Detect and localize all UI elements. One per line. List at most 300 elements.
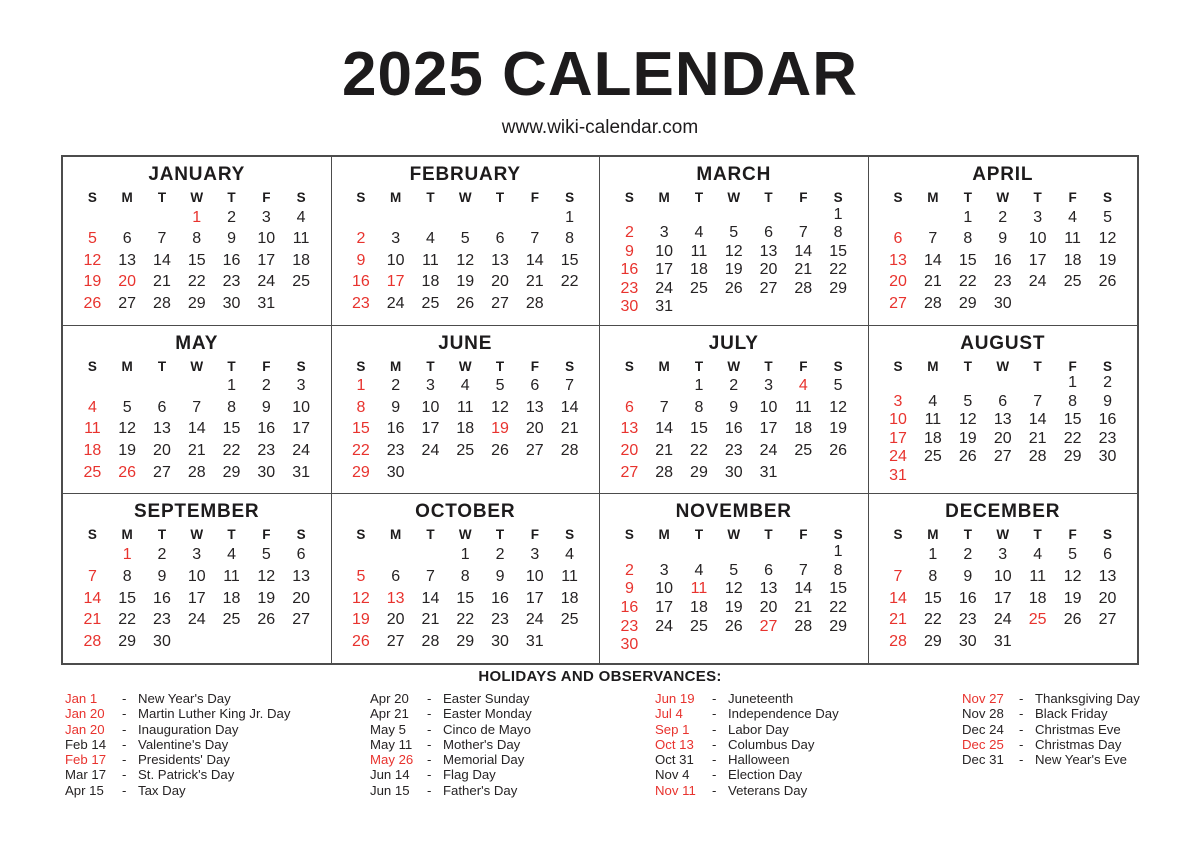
- day-cell: 5: [356, 567, 366, 585]
- week-row: [612, 243, 856, 261]
- holiday-date: Apr 20: [370, 691, 409, 706]
- holiday-dash: -: [1019, 721, 1024, 737]
- day-cell: 7: [1033, 392, 1043, 410]
- weekday-label: T: [495, 527, 505, 543]
- day-cell: 3: [296, 377, 306, 395]
- week-row: [612, 464, 856, 482]
- holiday-dash: -: [427, 767, 432, 783]
- day-cell: 7: [426, 567, 435, 585]
- month-dates: [344, 542, 588, 655]
- day-cell: 23: [1098, 429, 1117, 447]
- day-cell: [915, 209, 950, 227]
- day-cell: 18: [1028, 589, 1047, 607]
- day-cell: [179, 633, 214, 651]
- day-cell: 23: [620, 279, 639, 297]
- day-cell: 8: [227, 398, 236, 416]
- weekday-label: S: [833, 190, 843, 205]
- day-cell: [1090, 633, 1125, 651]
- weekday-header: [612, 359, 856, 374]
- day-cell: 4: [87, 398, 97, 416]
- day-cell: 14: [421, 589, 440, 607]
- day-cell: 13: [889, 251, 907, 269]
- day-cell: 8: [694, 398, 704, 416]
- weekday-label: T: [227, 190, 236, 205]
- month-dates: [75, 374, 319, 486]
- day-cell: 28: [1028, 448, 1047, 466]
- day-cell: [1020, 633, 1055, 651]
- weekday-label: T: [157, 190, 167, 205]
- weekday-label: W: [996, 527, 1010, 543]
- holiday-entry: [370, 706, 532, 721]
- day-cell: 11: [561, 567, 578, 585]
- holiday-entry: [370, 737, 532, 752]
- week-row: [881, 209, 1126, 227]
- month-dates: [612, 374, 856, 486]
- week-row: [612, 599, 856, 617]
- month-panel: [869, 494, 1138, 663]
- day-cell: 17: [292, 420, 310, 438]
- weekday-label: M: [658, 527, 670, 543]
- holidays-title: HOLIDAYS AND OBSERVANCES:: [478, 668, 722, 685]
- day-cell: 22: [118, 611, 137, 629]
- day-cell: 10: [292, 398, 310, 416]
- day-cell: [75, 546, 110, 564]
- day-cell: [517, 464, 552, 482]
- day-cell: 18: [456, 420, 475, 438]
- weekday-label: S: [624, 527, 634, 543]
- holiday-dash: -: [122, 721, 127, 737]
- day-cell: 22: [829, 598, 847, 616]
- day-cell: 18: [690, 261, 708, 279]
- weekday-label: M: [390, 190, 402, 205]
- holiday-date: Oct 13: [655, 736, 694, 752]
- day-cell: 6: [296, 546, 306, 564]
- month-title: MAY: [175, 332, 219, 354]
- day-cell: 31: [257, 295, 276, 313]
- day-cell: [483, 464, 518, 482]
- day-cell: 17: [525, 589, 544, 607]
- week-row: [344, 230, 588, 248]
- day-cell: 8: [963, 230, 973, 248]
- day-cell: 29: [958, 295, 977, 313]
- day-cell: [413, 209, 448, 227]
- day-cell: 16: [958, 589, 977, 607]
- day-cell: 8: [356, 398, 366, 416]
- weekday-label: T: [495, 358, 505, 374]
- day-cell: 25: [83, 463, 102, 481]
- day-cell: 25: [690, 279, 708, 297]
- holiday-name: Election Day: [728, 767, 803, 783]
- weekday-label: S: [356, 358, 366, 374]
- holiday-dash: -: [712, 691, 717, 706]
- day-cell: 4: [928, 392, 938, 410]
- day-cell: 30: [724, 463, 743, 481]
- month-panel: [600, 494, 869, 663]
- day-cell: 6: [495, 230, 505, 248]
- weekday-header: [881, 190, 1126, 205]
- day-cell: 29: [829, 279, 847, 297]
- holiday-entry: [370, 691, 532, 706]
- day-cell: [821, 636, 856, 654]
- day-cell: 21: [889, 611, 907, 629]
- day-cell: 11: [924, 411, 942, 429]
- day-cell: 5: [963, 392, 973, 410]
- week-row: [881, 273, 1126, 291]
- day-cell: 27: [153, 463, 171, 481]
- day-cell: [249, 633, 284, 651]
- weekday-label: F: [799, 358, 808, 374]
- day-cell: 7: [893, 567, 903, 585]
- day-cell: 17: [655, 598, 674, 616]
- day-cell: 4: [1068, 208, 1078, 226]
- day-cell: [786, 636, 821, 654]
- weekday-label: T: [426, 358, 435, 374]
- day-cell: 2: [391, 377, 401, 395]
- page-title: 2025 CALENDAR: [341, 40, 859, 109]
- day-cell: 12: [351, 589, 370, 607]
- holiday-dash: -: [712, 752, 717, 768]
- day-cell: 28: [655, 463, 674, 481]
- day-cell: 13: [118, 251, 137, 269]
- month-dates: [75, 542, 319, 655]
- day-cell: [716, 543, 751, 561]
- week-row: [881, 430, 1126, 448]
- day-cell: 22: [222, 442, 241, 460]
- day-cell: 26: [456, 295, 475, 313]
- day-cell: 23: [153, 611, 171, 629]
- day-cell: 25: [690, 617, 708, 635]
- day-cell: 7: [87, 567, 97, 585]
- day-cell: 25: [1028, 611, 1047, 629]
- day-cell: 13: [620, 420, 639, 438]
- holiday-name: New Year's Eve: [1035, 752, 1127, 768]
- day-cell: [950, 374, 985, 392]
- day-cell: [786, 543, 821, 561]
- holiday-column: [65, 691, 290, 798]
- day-cell: 26: [724, 279, 743, 297]
- holiday-entry: [962, 737, 1140, 752]
- day-cell: 12: [257, 567, 276, 585]
- month-title: SEPTEMBER: [134, 501, 260, 523]
- week-row: [881, 590, 1126, 608]
- holiday-entry: [65, 783, 290, 798]
- month-title: JANUARY: [148, 164, 246, 185]
- holiday-dash: -: [1019, 706, 1024, 722]
- day-cell: 26: [1098, 273, 1117, 291]
- day-cell: [344, 546, 379, 564]
- week-row: [75, 611, 319, 629]
- day-cell: 15: [456, 589, 475, 607]
- holiday-entry: [65, 767, 290, 782]
- holiday-entry: [65, 706, 290, 721]
- holiday-column: [655, 691, 839, 798]
- day-cell: [1055, 467, 1090, 485]
- day-cell: 9: [495, 567, 505, 585]
- month-panel: [63, 157, 332, 326]
- holiday-name: Martin Luther King Jr. Day: [138, 706, 291, 722]
- day-cell: 23: [620, 617, 639, 635]
- week-row: [75, 377, 319, 395]
- weekday-label: S: [565, 527, 575, 543]
- day-cell: [1055, 295, 1090, 313]
- day-cell: 27: [292, 611, 310, 629]
- day-cell: 1: [963, 208, 973, 226]
- day-cell: 22: [456, 611, 475, 629]
- day-cell: 6: [122, 230, 132, 248]
- day-cell: 11: [292, 230, 310, 248]
- day-cell: 15: [1063, 411, 1082, 429]
- day-cell: 19: [118, 442, 137, 460]
- day-cell: 30: [620, 298, 639, 316]
- holiday-name: Black Friday: [1035, 706, 1108, 722]
- week-row: [344, 568, 588, 586]
- day-cell: 8: [122, 567, 132, 585]
- day-cell: 2: [624, 561, 634, 579]
- weekday-label: F: [1068, 527, 1077, 543]
- week-row: [344, 252, 588, 270]
- holiday-name: Juneteenth: [728, 691, 794, 706]
- day-cell: 9: [356, 251, 366, 269]
- holiday-date: Dec 24: [962, 721, 1004, 737]
- week-row: [344, 273, 588, 291]
- day-cell: 20: [993, 429, 1012, 447]
- day-cell: 12: [1098, 230, 1117, 248]
- day-cell: 8: [565, 230, 575, 248]
- day-cell: 9: [963, 567, 973, 585]
- day-cell: 26: [829, 442, 847, 460]
- week-row: [344, 377, 588, 395]
- day-cell: [682, 298, 717, 316]
- weekday-label: M: [658, 358, 670, 374]
- day-cell: 6: [624, 398, 634, 416]
- holiday-dash: -: [122, 706, 127, 722]
- weekday-label: F: [799, 190, 808, 205]
- month-panel: [869, 157, 1138, 326]
- day-cell: [612, 206, 647, 224]
- day-cell: 11: [422, 251, 439, 269]
- day-cell: 2: [261, 377, 271, 395]
- day-cell: [552, 633, 587, 651]
- holiday-entry: [370, 767, 532, 782]
- day-cell: 16: [222, 251, 241, 269]
- holiday-date: May 5: [370, 721, 406, 737]
- weekday-label: S: [833, 358, 843, 374]
- week-row: [612, 280, 856, 298]
- day-cell: 10: [257, 230, 276, 248]
- holiday-name: Thanksgiving Day: [1035, 691, 1140, 706]
- day-cell: 20: [153, 442, 171, 460]
- day-cell: 26: [83, 295, 102, 313]
- week-row: [881, 230, 1126, 248]
- day-cell: 27: [993, 448, 1012, 466]
- weekday-label: S: [624, 190, 634, 205]
- day-cell: 18: [560, 589, 579, 607]
- day-cell: 27: [1098, 611, 1117, 629]
- holiday-dash: -: [427, 691, 432, 706]
- day-cell: [448, 464, 483, 482]
- day-cell: [647, 543, 682, 561]
- holiday-name: Labor Day: [728, 721, 789, 737]
- day-cell: 27: [118, 295, 137, 313]
- day-cell: [378, 546, 413, 564]
- day-cell: 2: [227, 208, 236, 226]
- day-cell: 15: [958, 251, 977, 269]
- holiday-date: Dec 25: [962, 736, 1004, 752]
- week-row: [75, 633, 319, 651]
- holiday-name: Easter Monday: [443, 706, 532, 722]
- weekday-label: W: [727, 358, 741, 374]
- holiday-dash: -: [122, 782, 127, 798]
- day-cell: 4: [460, 377, 470, 395]
- week-row: [881, 374, 1126, 392]
- holiday-dash: -: [712, 782, 717, 798]
- day-cell: [682, 206, 717, 224]
- day-cell: 18: [421, 273, 440, 291]
- week-row: [612, 399, 856, 417]
- weekday-label: S: [565, 358, 575, 374]
- week-row: [612, 543, 856, 561]
- day-cell: 18: [83, 442, 102, 460]
- day-cell: 26: [118, 463, 137, 481]
- holiday-date: Jun 14: [370, 767, 410, 783]
- weekday-label: F: [530, 358, 539, 374]
- day-cell: 10: [1028, 230, 1047, 248]
- weekday-header: [612, 527, 856, 542]
- month-title: DECEMBER: [945, 501, 1061, 523]
- day-cell: 28: [794, 279, 813, 297]
- day-cell: 24: [1028, 273, 1047, 291]
- day-cell: 10: [655, 580, 674, 598]
- day-cell: 25: [923, 448, 942, 466]
- day-cell: 9: [157, 567, 167, 585]
- day-cell: 21: [525, 273, 544, 291]
- day-cell: 16: [386, 420, 405, 438]
- holiday-dash: -: [122, 767, 127, 783]
- day-cell: 5: [87, 230, 97, 248]
- weekday-label: S: [833, 527, 843, 543]
- day-cell: 11: [690, 580, 708, 598]
- day-cell: 1: [1068, 374, 1078, 392]
- day-cell: 31: [759, 463, 778, 481]
- weekday-label: S: [565, 190, 575, 205]
- day-cell: 26: [257, 611, 276, 629]
- day-cell: 30: [993, 295, 1012, 313]
- holiday-name: Mother's Day: [443, 736, 521, 752]
- day-cell: [647, 636, 682, 654]
- weekday-label: W: [727, 527, 741, 543]
- day-cell: [145, 209, 180, 227]
- day-cell: 23: [993, 273, 1012, 291]
- week-row: [881, 611, 1126, 629]
- day-cell: 26: [724, 617, 743, 635]
- month-dates: [75, 205, 319, 317]
- day-cell: 31: [525, 633, 544, 651]
- day-cell: 8: [1068, 392, 1078, 410]
- day-cell: 24: [655, 617, 674, 635]
- month-panel: [63, 494, 332, 663]
- day-cell: 16: [153, 589, 171, 607]
- day-cell: 22: [690, 442, 708, 460]
- day-cell: 22: [1063, 429, 1082, 447]
- day-cell: 1: [227, 377, 236, 395]
- week-row: [881, 633, 1126, 651]
- day-cell: 28: [153, 295, 171, 313]
- week-row: [344, 464, 588, 482]
- holiday-date: Nov 4: [655, 767, 690, 783]
- day-cell: 31: [292, 463, 310, 481]
- day-cell: 20: [620, 442, 639, 460]
- week-row: [75, 590, 319, 608]
- day-cell: 5: [460, 230, 470, 248]
- month-dates: [612, 205, 856, 317]
- day-cell: 15: [187, 251, 206, 269]
- day-cell: 8: [833, 561, 843, 579]
- holiday-entry: [962, 706, 1140, 721]
- holiday-date: Sep 1: [655, 721, 690, 737]
- week-row: [881, 393, 1126, 411]
- week-row: [75, 209, 319, 227]
- holiday-entry: [962, 691, 1140, 706]
- day-cell: 22: [958, 273, 977, 291]
- holiday-dash: -: [712, 736, 717, 752]
- day-cell: [786, 464, 821, 482]
- day-cell: 4: [296, 208, 306, 226]
- day-cell: 20: [525, 420, 544, 438]
- day-cell: 13: [491, 251, 509, 269]
- day-cell: 4: [426, 230, 435, 248]
- day-cell: [786, 298, 821, 316]
- day-cell: 11: [1064, 230, 1081, 248]
- day-cell: [448, 209, 483, 227]
- day-cell: 5: [1068, 546, 1078, 564]
- day-cell: 24: [525, 611, 544, 629]
- day-cell: 23: [386, 442, 405, 460]
- day-cell: 26: [491, 442, 509, 460]
- day-cell: 16: [724, 420, 743, 438]
- day-cell: 30: [491, 633, 509, 651]
- weekday-label: M: [927, 358, 939, 374]
- holiday-date: Apr 21: [370, 706, 409, 722]
- day-cell: [1090, 467, 1125, 485]
- day-cell: 22: [829, 261, 847, 279]
- day-cell: 15: [222, 420, 241, 438]
- day-cell: 20: [386, 611, 405, 629]
- day-cell: 14: [794, 242, 813, 260]
- day-cell: 6: [530, 377, 540, 395]
- day-cell: 13: [759, 242, 778, 260]
- week-row: [75, 252, 319, 270]
- day-cell: 6: [893, 230, 903, 248]
- weekday-label: F: [1068, 190, 1077, 205]
- day-cell: 2: [495, 546, 505, 564]
- day-cell: 19: [829, 420, 847, 438]
- holiday-dash: -: [427, 721, 432, 737]
- week-row: [344, 442, 588, 460]
- day-cell: 13: [153, 420, 171, 438]
- day-cell: 19: [724, 598, 743, 616]
- weekday-label: T: [157, 527, 167, 543]
- holiday-date: Jun 19: [655, 691, 695, 706]
- holiday-date: Jan 1: [65, 691, 98, 706]
- month-dates: [344, 205, 588, 317]
- day-cell: [413, 464, 448, 482]
- day-cell: 3: [1033, 208, 1043, 226]
- day-cell: 14: [1028, 411, 1047, 429]
- holiday-name: Easter Sunday: [443, 691, 530, 706]
- day-cell: 3: [192, 546, 202, 564]
- weekday-label: S: [1103, 190, 1113, 205]
- holiday-dash: -: [712, 721, 717, 737]
